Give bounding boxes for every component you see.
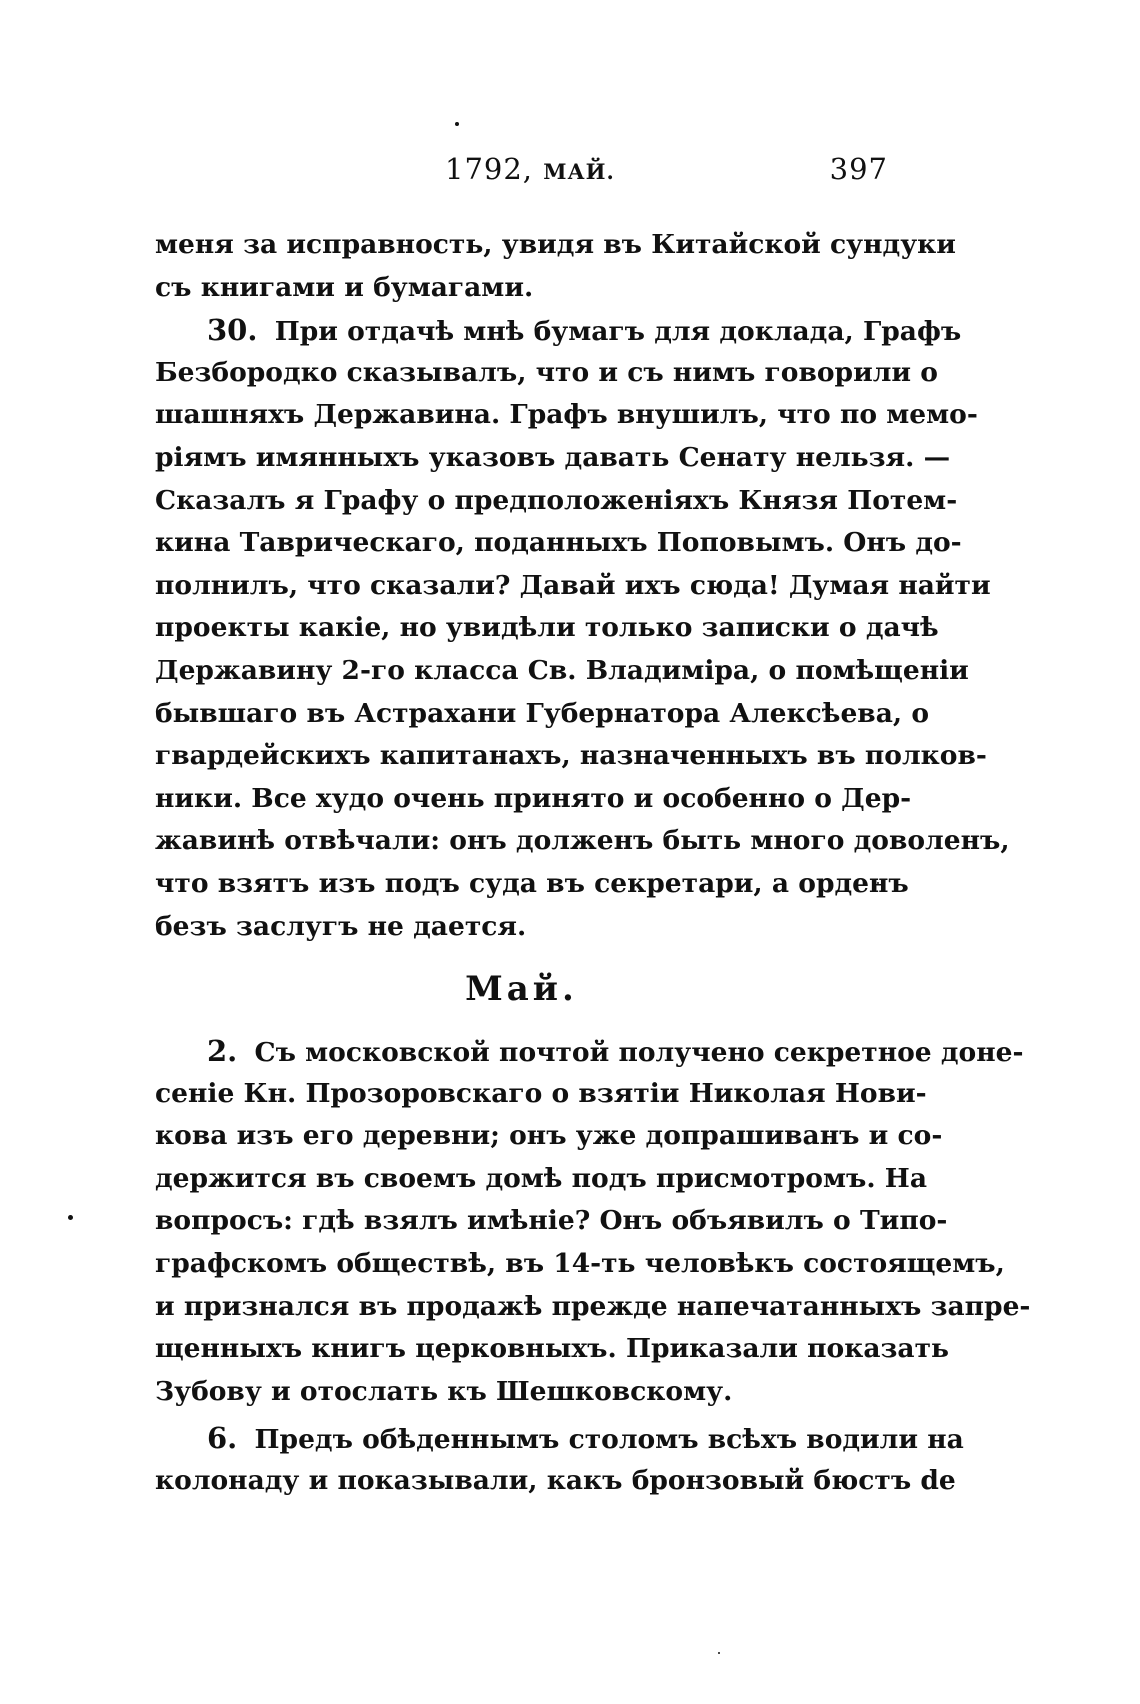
text-line: безъ заслугъ не дается.: [155, 910, 527, 942]
text-line: съ книгами и бумагами.: [155, 271, 534, 303]
text-line: Зубову и отослать къ Шешковскому.: [155, 1375, 733, 1407]
entry-2: [155, 1030, 1031, 1413]
entry-number: 6.: [207, 1421, 238, 1456]
text-line: меня за исправность, увидя въ Китайской сундуки: [155, 229, 956, 260]
text-line: шашняхъ Державина. Графъ внушилъ, что по мемо-: [155, 399, 978, 431]
text-line-content: Съ московской почтой получено секретное доне-: [254, 1037, 1024, 1069]
text-line: проекты какіе, но увидѣли только записки о дачѣ: [155, 612, 939, 644]
body-text: [155, 224, 1031, 1503]
running-title: [445, 152, 615, 186]
text-line: ріямъ имянныхъ указовъ давать Сенату нельзя. —: [155, 441, 951, 473]
text-line: кова изъ его деревни; онъ уже допрашиванъ и со-: [155, 1120, 943, 1152]
text-line-content: Предъ обѣденнымъ столомъ всѣхъ водили на: [254, 1424, 964, 1456]
text-line: кина Таврическаго, поданныхъ Поповымъ. Онъ до-: [155, 527, 962, 559]
text-line: и признался въ продажѣ прежде напечатанныхъ запре-: [155, 1290, 1031, 1322]
running-title-year: 1792,: [445, 152, 534, 186]
text-line-first: [155, 1417, 964, 1460]
text-line: полнилъ, что сказали? Давай ихъ сюда! Думая найти: [155, 569, 991, 601]
text-line: колонаду и показывали, какъ бронзовый бюстъ de: [155, 1465, 956, 1497]
text-line: Безбородко сказывалъ, что и съ нимъ говорили о: [155, 356, 938, 388]
text-line: жавинѣ отвѣчали: онъ долженъ быть много доволенъ,: [155, 825, 1010, 857]
print-speck: [455, 122, 459, 126]
entry-number: 30.: [207, 313, 258, 348]
running-title-month: МАЙ.: [543, 159, 615, 184]
entry-30: [155, 309, 1010, 948]
running-head: [155, 152, 888, 192]
text-line: графскомъ обществѣ, въ 14-ть человѣкъ состоящемъ,: [155, 1248, 1005, 1280]
text-line: держится въ своемъ домѣ подъ присмотромъ. На: [155, 1162, 927, 1194]
text-line: ники. Все худо очень принято и особенно о Дер-: [155, 782, 912, 814]
page-number: 397: [829, 152, 888, 186]
text-line: Сказалъ я Графу о предположеніяхъ Князя Потем-: [155, 484, 958, 516]
section-heading-may: Май.: [465, 969, 578, 1010]
text-line: щенныхъ книгъ церковныхъ. Приказали показать: [155, 1333, 949, 1365]
entry-6: [155, 1417, 964, 1502]
text-line: сеніе Кн. Прозоровскаго о взятіи Николая Нови-: [155, 1077, 927, 1109]
text-line: что взятъ изъ подъ суда въ секретари, а орденъ: [155, 867, 909, 899]
text-line-content: При отдачѣ мнѣ бумагъ для доклада, Графъ: [274, 316, 962, 348]
print-speck: [718, 1652, 720, 1654]
text-line-first: [155, 1030, 1024, 1073]
text-line: вопросъ: гдѣ взялъ имѣніе? Онъ объявилъ о Типо-: [155, 1205, 948, 1237]
entry-number: 2.: [207, 1034, 238, 1069]
text-line: Державину 2-го класса Св. Владиміра, о помѣщеніи: [155, 654, 969, 686]
text-line: бывшаго въ Астрахани Губернатора Алексѣева, о: [155, 697, 930, 729]
print-speck: [68, 1215, 73, 1220]
text-line-first: [155, 309, 962, 352]
paragraph-continued: [155, 224, 956, 309]
text-line: гвардейскихъ капитанахъ, назначенныхъ въ полков-: [155, 740, 987, 772]
